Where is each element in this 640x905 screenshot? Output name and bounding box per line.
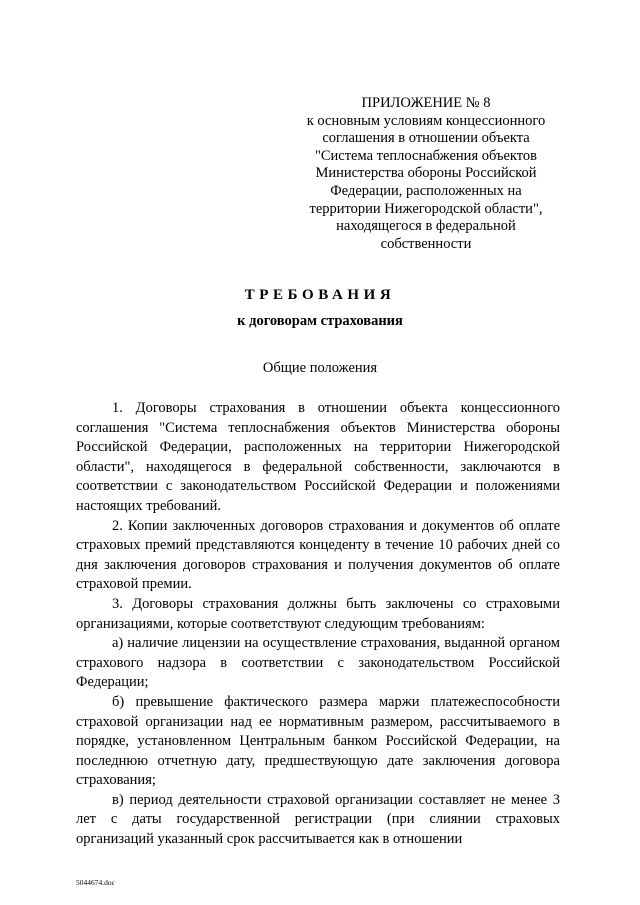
document-body — [76, 399, 560, 850]
appendix-line: Министерства обороны Российской — [315, 165, 537, 182]
appendix-header — [290, 95, 562, 253]
appendix-line: Федерации, расположенных на — [330, 182, 522, 199]
paragraph-3a: а) наличие лицензии на осуществление страхования, выданной органом страхового надзора в соответствии с законодательством Российской Федерации; — [76, 635, 560, 691]
appendix-line: соглашения в отношении объекта — [322, 130, 530, 147]
paragraph-1: 1. Договоры страхования в отношении объекта концессионного соглашения "Система теплоснабжения объектов Министерства обороны Российской Федерации, расположенных на территории Нижегородской области", находящегося в федеральной собственности, заключаются в соответствии с законодательством Российской Федерации и положениями настоящих требований. — [76, 400, 560, 514]
section-heading: Общие положения — [262, 360, 378, 376]
file-name-footer: 5044674.doc — [76, 878, 115, 887]
document-title: ТРЕБОВАНИЯ — [244, 287, 396, 303]
appendix-line: к основным условиям концессионного — [306, 112, 546, 129]
paragraph-2: 2. Копии заключенных договоров страхования и документов об оплате страховых премий представляются концеденту в течение 10 рабочих дней со дня заключения договоров страхования и получения документов об оплате страховой премии. — [76, 517, 560, 593]
document-subtitle: к договорам страхования — [237, 313, 403, 329]
paragraph-3: 3. Договоры страхования должны быть заключены со страховыми организациями, которые соответствуют следующим требованиям: — [76, 595, 560, 632]
appendix-line: ПРИЛОЖЕНИЕ № 8 — [361, 95, 491, 111]
paragraph-3b: б) превышение фактического размера маржи платежеспособности страховой организации над ее нормативным размером, рассчитываемого в порядке, установленном Центральным банком Российской Федерации, на последнюю отчетную дату, предшествующую дате заключения договора страхования; — [76, 693, 560, 789]
appendix-line: "Система теплоснабжения объектов — [314, 147, 538, 164]
appendix-line: собственности — [380, 235, 472, 252]
appendix-line: территории Нижегородской области", — [309, 200, 543, 217]
appendix-line: находящегося в федеральной — [336, 218, 516, 235]
paragraph-3c: в) период деятельности страховой организации составляет не менее 3 лет с даты государственной регистрации (при слиянии страховых организаций указанный срок рассчитывается как в отношении — [76, 791, 560, 848]
